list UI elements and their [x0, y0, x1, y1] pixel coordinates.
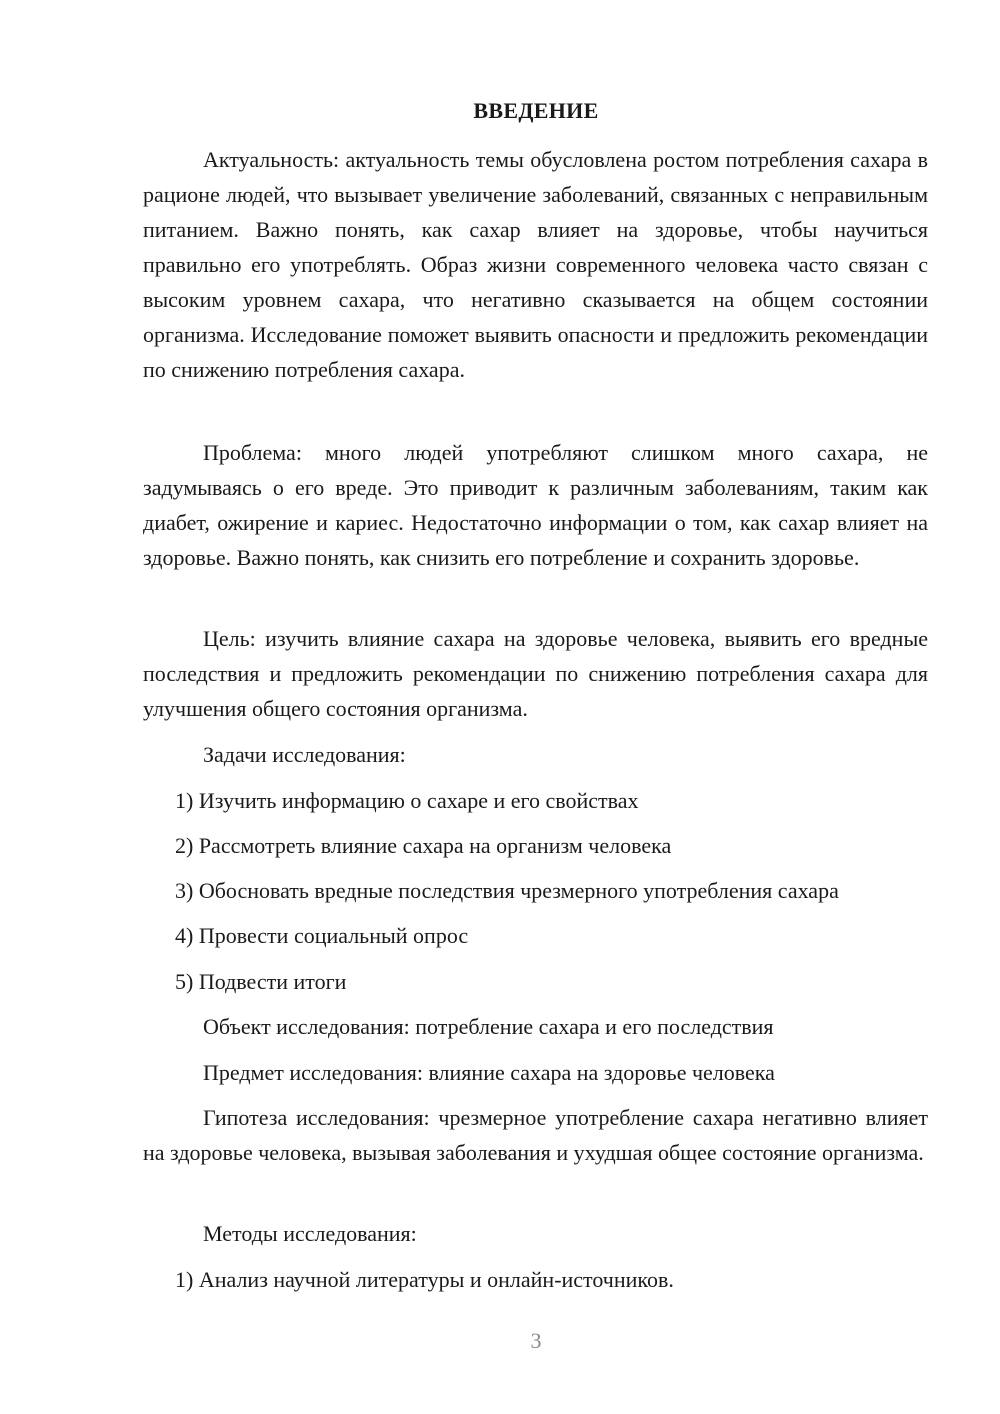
paragraph-relevance: Актуальность: актуальность темы обусловлена ростом потребления сахара в рационе людей, что вызывает увеличение заболеваний, связанных с неправильным питанием. Важно понять, как сахар влияет на здоровье, чтобы научиться правильно его употреблять. Образ жизни современного человека часто связан с высоким уровнем сахара, что негативно сказывается на общем состоянии организма. Исследование поможет выявить опасности и предложить рекомендации по снижению потребления сахара. — [143, 147, 928, 382]
task-item: 1) Изучить информацию о сахаре и его свойствах — [175, 788, 639, 813]
method-item: 1) Анализ научной литературы и онлайн-источников. — [175, 1267, 674, 1292]
task-item: 5) Подвести итоги — [175, 969, 347, 994]
task-item: 4) Провести социальный опрос — [175, 923, 469, 948]
tasks-heading: Задачи исследования: — [203, 742, 406, 767]
page-number: 3 — [530, 1328, 542, 1353]
paragraph-hypothesis: Гипотеза исследования: чрезмерное употребление сахара негативно влияет на здоровье человека, вызывая заболевания и ухудшая общее состояние организма. — [143, 1105, 928, 1165]
task-item: 3) Обосновать вредные последствия чрезмерного употребления сахара — [175, 878, 839, 903]
paragraph-problem: Проблема: много людей употребляют слишком много сахара, не задумываясь о его вреде. Это приводит к различным заболеваниям, таким как диабет, ожирение и кариес. Недостаточно информации о том, как сахар влияет на здоровье. Важно понять, как снизить его потребление и сохранить здоровье. — [143, 440, 928, 570]
research-object: Объект исследования: потребление сахара и его последствия — [203, 1014, 774, 1039]
methods-heading: Методы исследования: — [203, 1221, 417, 1246]
research-subject: Предмет исследования: влияние сахара на здоровье человека — [203, 1060, 775, 1085]
page-title: ВВЕДЕНИЕ — [473, 98, 599, 123]
paragraph-goal: Цель: изучить влияние сахара на здоровье человека, выявить его вредные последствия и предложить рекомендации по снижению потребления сахара для улучшения общего состояния организма. — [143, 626, 928, 721]
task-item: 2) Рассмотреть влияние сахара на организм человека — [175, 833, 672, 858]
